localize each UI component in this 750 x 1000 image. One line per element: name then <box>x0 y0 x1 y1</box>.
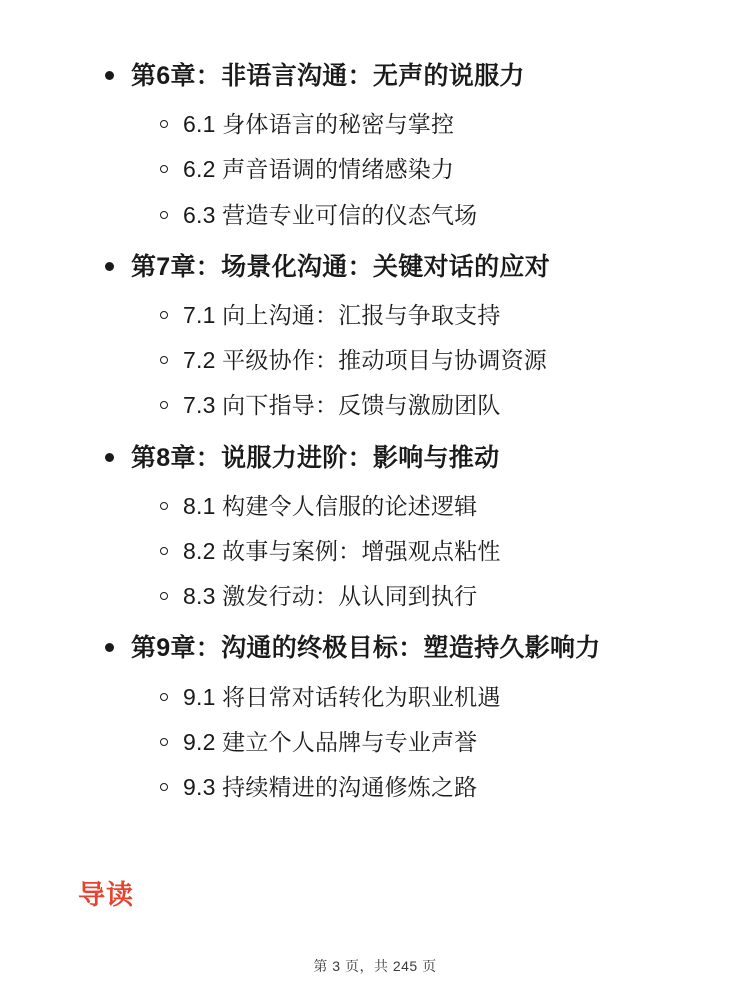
hollow-bullet-icon <box>160 783 168 791</box>
toc-chapter-line <box>50 249 700 285</box>
toc-section-title: 9.3 持续精进的沟通修炼之路 <box>183 774 478 801</box>
hollow-bullet-icon <box>160 401 168 409</box>
toc-chapter-title: 第6章：非语言沟通：无声的说服力 <box>131 62 525 90</box>
toc-chapter-line <box>50 440 700 476</box>
page-footer: 第 3 页，共 245 页 <box>313 958 437 974</box>
hollow-bullet-icon <box>160 502 168 510</box>
toc-section-title: 7.3 向下指导：反馈与激励团队 <box>183 392 501 419</box>
hollow-bullet-icon <box>160 120 168 128</box>
hollow-bullet-icon <box>160 738 168 746</box>
filled-bullet-icon <box>105 643 114 652</box>
toc-section-item <box>50 490 700 522</box>
toc-section-title: 8.2 故事与案例：增强观点粘性 <box>183 538 501 565</box>
toc-chapter-title: 第7章：场景化沟通：关键对话的应对 <box>131 252 551 281</box>
filled-bullet-icon <box>105 71 114 80</box>
toc-section-title: 6.2 声音语调的情绪感染力 <box>183 156 455 183</box>
hollow-bullet-icon <box>160 547 168 555</box>
hollow-bullet-icon <box>160 693 168 701</box>
toc-chapter-line <box>50 58 700 94</box>
toc-section-item <box>50 535 700 567</box>
toc-chapter <box>50 58 700 231</box>
filled-bullet-icon <box>105 453 114 462</box>
toc-section-title: 8.1 构建令人信服的论述逻辑 <box>183 492 478 519</box>
toc-chapter-title: 第8章：说服力进阶：影响与推动 <box>131 443 500 472</box>
toc-section-item <box>50 580 700 612</box>
toc-section-title: 9.2 建立个人品牌与专业声誉 <box>183 728 478 755</box>
toc-section-item <box>50 726 700 758</box>
toc-section-title: 7.1 向上沟通：汇报与争取支持 <box>183 302 501 329</box>
toc-section-title: 9.1 将日常对话转化为职业机遇 <box>183 683 501 710</box>
toc-section-item <box>50 153 700 185</box>
toc-section-item <box>50 681 700 713</box>
hollow-bullet-icon <box>160 165 168 173</box>
filled-bullet-icon <box>105 262 114 271</box>
toc-section-item <box>50 344 700 376</box>
toc-section-title: 6.1 身体语言的秘密与掌控 <box>183 111 455 138</box>
hollow-bullet-icon <box>160 311 168 319</box>
toc-chapter <box>50 440 700 613</box>
toc-section-item <box>50 771 700 803</box>
section-heading-daodu: 导读 <box>78 880 134 910</box>
toc-section-list <box>50 299 700 422</box>
toc-section-item <box>50 199 700 231</box>
table-of-contents <box>50 58 700 803</box>
toc-chapter <box>50 630 700 803</box>
toc-section-list <box>50 681 700 804</box>
hollow-bullet-icon <box>160 356 168 364</box>
hollow-bullet-icon <box>160 211 168 219</box>
toc-chapter-line <box>50 630 700 666</box>
toc-section-list <box>50 108 700 231</box>
toc-section-item <box>50 299 700 331</box>
toc-chapter <box>50 249 700 422</box>
toc-section-title: 8.3 激发行动：从认同到执行 <box>183 583 478 610</box>
toc-section-title: 7.2 平级协作：推动项目与协调资源 <box>183 347 547 374</box>
toc-section-title: 6.3 营造专业可信的仪态气场 <box>183 201 478 228</box>
toc-section-item <box>50 389 700 421</box>
hollow-bullet-icon <box>160 592 168 600</box>
toc-section-item <box>50 108 700 140</box>
toc-section-list <box>50 490 700 613</box>
toc-chapter-title: 第9章：沟通的终极目标：塑造持久影响力 <box>131 634 601 663</box>
